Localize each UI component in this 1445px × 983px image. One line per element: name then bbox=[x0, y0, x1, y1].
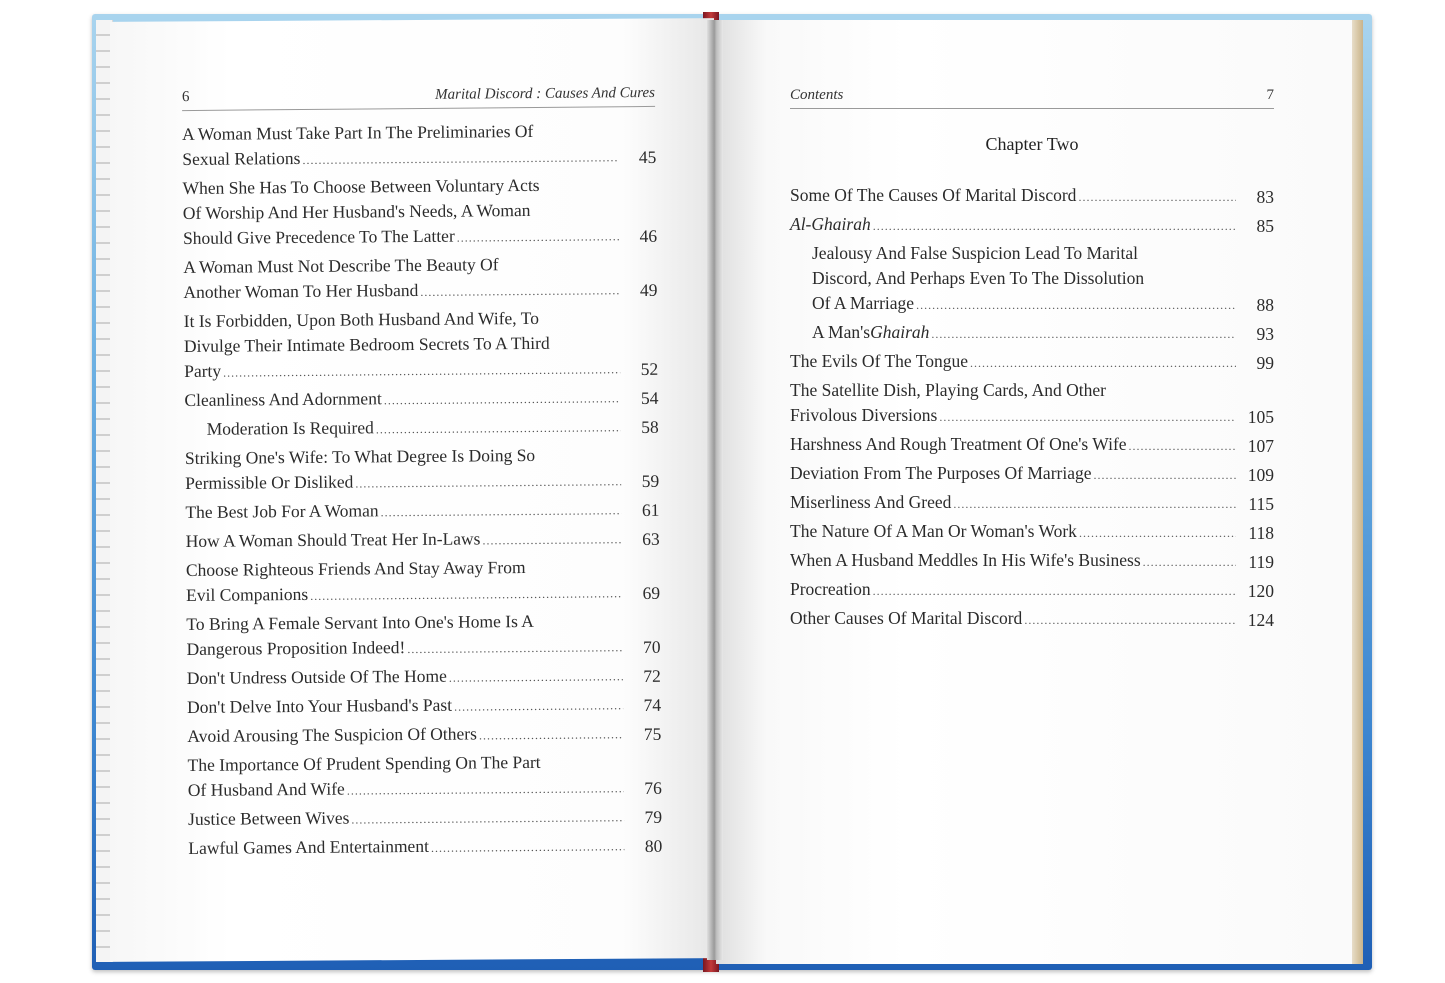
toc-entry-title: Sexual Relations bbox=[182, 147, 301, 169]
toc-entry-title: Another Woman To Her Husband bbox=[183, 279, 419, 302]
toc-page-number: 119 bbox=[1248, 552, 1274, 572]
toc-entry bbox=[184, 384, 658, 415]
toc-entry bbox=[790, 490, 1274, 517]
dot-leader bbox=[1143, 550, 1236, 575]
toc-entry-title: Party bbox=[184, 360, 222, 381]
toc-entry-title: Harshness And Rough Treatment Of One's Wife bbox=[790, 434, 1127, 454]
dot-leader bbox=[457, 224, 619, 250]
toc-entry bbox=[790, 378, 1274, 430]
dot-leader bbox=[1129, 434, 1236, 459]
toc-page-number: 61 bbox=[641, 499, 660, 521]
dot-leader bbox=[1079, 521, 1236, 546]
toc-page-number: 72 bbox=[643, 665, 661, 686]
toc-entry bbox=[790, 212, 1274, 239]
toc-entry bbox=[790, 519, 1274, 546]
toc-page-number: 120 bbox=[1247, 581, 1274, 601]
toc-entry bbox=[186, 525, 660, 556]
toc-entry-line: Divulge Their Intimate Bedroom Secrets To A Third bbox=[183, 332, 550, 356]
toc-page-number: 59 bbox=[641, 470, 660, 492]
toc-entry bbox=[188, 832, 662, 863]
toc-entry-leader-line bbox=[186, 633, 624, 664]
toc-entry bbox=[790, 548, 1274, 575]
dot-leader bbox=[223, 357, 620, 385]
toc-page-number: 54 bbox=[640, 387, 659, 409]
toc-entry-leader-line bbox=[790, 349, 1238, 376]
toc-entry-title: Should Give Precedence To The Latter bbox=[182, 225, 455, 248]
toc-entry-leader-line bbox=[790, 490, 1238, 517]
dot-leader bbox=[381, 498, 622, 525]
toc-entry-leader-line bbox=[790, 519, 1238, 546]
dot-leader bbox=[873, 214, 1236, 239]
dot-leader bbox=[916, 293, 1236, 318]
toc-page-number: 74 bbox=[643, 694, 662, 715]
toc-entry-leader-line bbox=[812, 320, 1238, 347]
toc-entry bbox=[186, 554, 660, 610]
toc-entry-title: Lawful Games And Entertainment bbox=[188, 835, 429, 858]
toc-page-number: 63 bbox=[642, 528, 660, 549]
toc-entry bbox=[183, 251, 657, 307]
toc-page-number: 76 bbox=[644, 777, 662, 798]
dot-leader bbox=[1094, 463, 1237, 488]
toc-entry bbox=[185, 413, 659, 444]
toc-entry bbox=[182, 172, 657, 253]
dot-leader bbox=[449, 664, 623, 691]
toc-entry-title: Some Of The Causes Of Marital Discord bbox=[790, 185, 1077, 205]
toc-entry-leader-line bbox=[790, 577, 1238, 604]
toc-entry-leader-line bbox=[183, 222, 621, 253]
toc-entry-leader-line bbox=[187, 662, 625, 693]
right-running-head bbox=[790, 86, 1274, 109]
dot-leader bbox=[939, 405, 1236, 430]
toc-entry-title: Don't Delve Into Your Husband's Past bbox=[187, 694, 453, 717]
dot-leader bbox=[351, 805, 624, 832]
toc-entry-line: Of Worship And Her Husband's Needs, A Woman bbox=[182, 199, 531, 223]
dot-leader bbox=[1024, 608, 1236, 633]
toc-entry-title: Cleanliness And Adornment bbox=[184, 388, 382, 410]
toc-entry-title: How A Woman Should Treat Her In-Laws bbox=[185, 528, 481, 551]
toc-entry-title: Evil Companions bbox=[186, 583, 309, 605]
toc-entry-leader-line bbox=[184, 384, 622, 415]
toc-entry-leader-line bbox=[187, 720, 625, 751]
left-page-number: 6 bbox=[181, 88, 190, 106]
toc-entry-leader-line bbox=[185, 496, 623, 527]
toc-entry bbox=[185, 442, 659, 498]
toc-page-number: 75 bbox=[643, 723, 662, 744]
toc-entry-leader-line bbox=[790, 212, 1238, 239]
toc-entry bbox=[790, 461, 1274, 488]
dot-leader bbox=[482, 527, 621, 553]
dot-leader bbox=[873, 579, 1236, 604]
toc-entry-leader-line bbox=[182, 143, 620, 174]
toc-entry bbox=[790, 320, 1274, 347]
toc-entry bbox=[187, 720, 661, 751]
toc-entry bbox=[187, 662, 661, 693]
toc-entry-title: Deviation From The Purposes Of Marriage bbox=[790, 463, 1092, 483]
toc-entry-title: When A Husband Meddles In His Wife's Business bbox=[790, 550, 1141, 570]
toc-entry-title: Avoid Arousing The Suspicion Of Others bbox=[187, 723, 477, 746]
toc-entry-title: Frivolous Diversions bbox=[790, 405, 938, 425]
toc-page-number: 115 bbox=[1248, 494, 1274, 514]
dot-leader bbox=[407, 635, 622, 662]
toc-list-left bbox=[182, 118, 662, 865]
toc-entry bbox=[790, 577, 1274, 604]
toc-entry-line: A Woman Must Not Describe The Beauty Of bbox=[183, 254, 499, 277]
toc-entry-leader-line bbox=[188, 774, 626, 805]
toc-entry-leader-line bbox=[184, 355, 622, 386]
toc-page-number: 52 bbox=[640, 358, 659, 380]
toc-page-number: 79 bbox=[644, 806, 663, 827]
toc-entry-title: Of Husband And Wife bbox=[187, 778, 345, 800]
dot-leader bbox=[384, 386, 621, 413]
toc-entry-title: The Best Job For A Woman bbox=[185, 500, 379, 522]
toc-entry-leader-line bbox=[188, 803, 626, 834]
dot-leader bbox=[347, 776, 624, 803]
toc-entry-leader-line bbox=[790, 432, 1238, 459]
dot-leader bbox=[1078, 185, 1236, 210]
toc-entry-leader-line bbox=[186, 579, 624, 610]
toc-page-number: 105 bbox=[1247, 407, 1274, 427]
toc-entry-title: Permissible Or Disliked bbox=[185, 471, 354, 493]
toc-entry-leader-line bbox=[790, 548, 1238, 575]
toc-entry-line: Discord, And Perhaps Even To The Dissolution bbox=[812, 268, 1145, 288]
toc-entry-leader-line bbox=[790, 461, 1238, 488]
toc-entry-leader-line bbox=[790, 606, 1238, 633]
toc-page-number: 69 bbox=[642, 582, 661, 603]
toc-entry-leader-line bbox=[186, 525, 624, 556]
toc-entry-line: When She Has To Choose Between Voluntary Acts bbox=[182, 174, 540, 198]
toc-entry-line: Choose Righteous Friends And Stay Away From bbox=[185, 557, 526, 580]
toc-list-right bbox=[790, 183, 1274, 635]
toc-entry-title: The Evils Of The Tongue bbox=[790, 351, 968, 371]
dot-leader bbox=[355, 469, 621, 496]
toc-entry bbox=[790, 183, 1274, 210]
toc-page-number: 118 bbox=[1248, 523, 1274, 543]
toc-entry-leader-line bbox=[183, 276, 621, 307]
toc-page-number: 80 bbox=[644, 835, 663, 856]
dot-leader bbox=[454, 693, 623, 719]
toc-entry-title: Other Causes Of Marital Discord bbox=[790, 608, 1023, 628]
toc-entry-title: Of A Marriage bbox=[812, 293, 915, 313]
toc-entry bbox=[184, 305, 659, 386]
toc-entry bbox=[188, 749, 662, 805]
toc-entry-line: To Bring A Female Servant Into One's Home Is A bbox=[186, 610, 534, 634]
toc-page-number: 85 bbox=[1256, 216, 1274, 236]
dot-leader bbox=[931, 322, 1236, 347]
toc-entry-title: Dangerous Proposition Indeed! bbox=[186, 637, 406, 659]
toc-entry bbox=[187, 691, 661, 722]
dot-leader bbox=[420, 278, 619, 305]
dot-leader bbox=[970, 351, 1236, 376]
toc-page-number: 70 bbox=[643, 636, 661, 657]
toc-entry bbox=[185, 496, 659, 527]
toc-entry-title-italic: Ghairah bbox=[870, 322, 930, 342]
toc-page-number: 58 bbox=[641, 416, 659, 438]
dot-leader bbox=[953, 492, 1236, 517]
left-running-head bbox=[182, 84, 655, 111]
chapter-heading: Chapter Two bbox=[985, 134, 1079, 154]
right-running-title: Contents bbox=[790, 87, 844, 103]
dot-leader bbox=[310, 581, 622, 609]
toc-page-number: 49 bbox=[639, 279, 658, 301]
toc-page-number: 107 bbox=[1247, 436, 1274, 456]
toc-entry-leader-line bbox=[185, 467, 623, 498]
dot-leader bbox=[302, 145, 618, 173]
toc-entry-line: A Woman Must Take Part In The Preliminaries Of bbox=[182, 120, 534, 144]
toc-entry-title: Al-Ghairah bbox=[790, 214, 871, 234]
toc-page-number: 46 bbox=[639, 225, 658, 247]
toc-page-number: 45 bbox=[638, 146, 657, 168]
toc-page-number: 83 bbox=[1256, 187, 1274, 207]
toc-entry bbox=[186, 608, 660, 664]
book-gutter bbox=[707, 20, 723, 960]
toc-entry-title: Don't Undress Outside Of The Home bbox=[186, 665, 447, 688]
toc-entry-line: It Is Forbidden, Upon Both Husband And Wife, To bbox=[183, 307, 539, 331]
toc-page-number: 99 bbox=[1256, 353, 1274, 373]
left-running-title: Marital Discord : Causes And Cures bbox=[435, 84, 656, 103]
toc-entry-line: The Importance Of Prudent Spending On The Part bbox=[187, 751, 541, 775]
toc-entry-leader-line bbox=[188, 832, 626, 863]
dot-leader bbox=[431, 834, 625, 861]
toc-entry bbox=[188, 803, 662, 834]
toc-entry-line: The Satellite Dish, Playing Cards, And Other bbox=[790, 380, 1106, 400]
toc-entry-title: Miserliness And Greed bbox=[790, 492, 952, 512]
toc-page-number: 109 bbox=[1247, 465, 1274, 485]
toc-entry bbox=[790, 349, 1274, 376]
toc-page-number: 93 bbox=[1256, 324, 1274, 344]
toc-page-number: 88 bbox=[1256, 295, 1274, 315]
toc-entry bbox=[790, 432, 1274, 459]
toc-entry-leader-line bbox=[812, 291, 1238, 318]
toc-entry-leader-line bbox=[790, 403, 1238, 430]
toc-entry bbox=[790, 606, 1274, 633]
toc-entry-leader-line bbox=[187, 691, 625, 722]
toc-entry-title: Procreation bbox=[790, 579, 871, 599]
toc-entry bbox=[790, 241, 1274, 318]
toc-entry bbox=[182, 118, 656, 174]
toc-entry-line: Striking One's Wife: To What Degree Is Doing So bbox=[184, 444, 536, 468]
toc-entry-title: A Man's bbox=[812, 322, 871, 342]
toc-entry-leader-line bbox=[790, 183, 1238, 210]
toc-entry-title: The Nature Of A Man Or Woman's Work bbox=[790, 521, 1077, 541]
toc-entry-leader-line bbox=[207, 413, 623, 444]
toc-entry-line: Jealousy And False Suspicion Lead To Marital bbox=[812, 243, 1139, 263]
toc-page-number: 124 bbox=[1247, 610, 1274, 630]
toc-entry-title: Moderation Is Required bbox=[206, 417, 374, 439]
right-page-number: 7 bbox=[1266, 87, 1274, 103]
dot-leader bbox=[376, 415, 621, 442]
toc-entry-title: Justice Between Wives bbox=[187, 807, 350, 829]
dot-leader bbox=[479, 722, 624, 748]
